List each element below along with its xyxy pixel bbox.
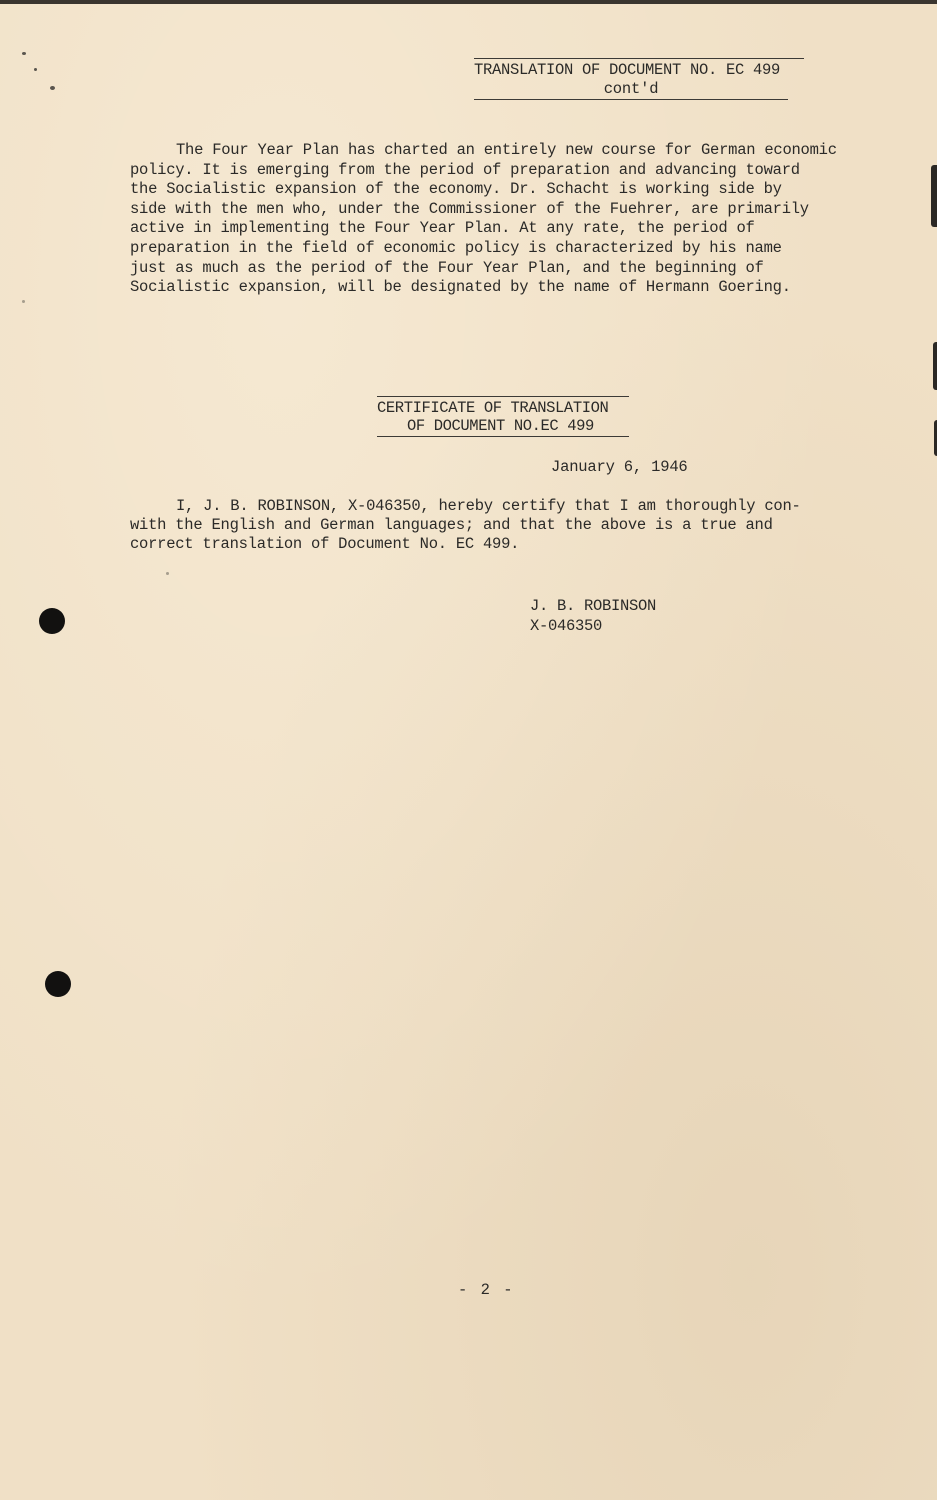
header-subtitle: cont'd xyxy=(474,80,788,100)
scan-speck xyxy=(166,572,169,575)
certificate-line: I, J. B. ROBINSON, X-046350, hereby certify that I am thoroughly con- xyxy=(176,497,801,515)
document-header xyxy=(474,58,804,100)
punch-hole xyxy=(45,971,71,997)
scan-top-edge xyxy=(0,0,937,4)
scan-speck xyxy=(22,52,26,55)
paragraph-line: policy. It is emerging from the period of preparation and advancing toward xyxy=(130,160,800,179)
paragraph-line: the Socialistic expansion of the economy. Dr. Schacht is working side by xyxy=(130,180,782,199)
paragraph-line: preparation in the field of economic policy is characterized by his name xyxy=(130,238,782,257)
scan-speck xyxy=(34,68,37,71)
certificate-date: January 6, 1946 xyxy=(551,458,688,476)
certificate-line: correct translation of Document No. EC 499. xyxy=(130,535,520,553)
certificate-title: CERTIFICATE OF TRANSLATION xyxy=(377,399,609,417)
body-paragraph xyxy=(130,141,910,298)
scan-speck xyxy=(22,300,25,303)
page-number: - 2 - xyxy=(458,1281,515,1299)
header-title: TRANSLATION OF DOCUMENT NO. EC 499 xyxy=(474,61,781,79)
paragraph-line: The Four Year Plan has charted an entirely new course for German economic xyxy=(176,141,837,159)
signature-block xyxy=(530,596,656,636)
paragraph-line: side with the men who, under the Commissioner of the Fuehrer, are primarily xyxy=(130,199,809,218)
certificate-subtitle: OF DOCUMENT NO.EC 499 xyxy=(377,417,629,437)
scan-edge-shadow xyxy=(931,165,937,227)
signature-id: X-046350 xyxy=(530,617,603,635)
certificate-heading xyxy=(377,396,629,437)
certificate-line: with the English and German languages; and that the above is a true and xyxy=(130,516,773,534)
scan-edge-shadow xyxy=(933,342,937,390)
paragraph-line: active in implementing the Four Year Plan. At any rate, the period of xyxy=(130,219,755,238)
scan-speck xyxy=(50,86,55,90)
signature-name: J. B. ROBINSON xyxy=(530,597,657,615)
paragraph-line: just as much as the period of the Four Year Plan, and the beginning of xyxy=(130,258,764,277)
punch-hole xyxy=(39,608,65,634)
paragraph-line: Socialistic expansion, will be designated by the name of Hermann Goering. xyxy=(130,278,791,297)
certificate-statement xyxy=(130,497,801,554)
